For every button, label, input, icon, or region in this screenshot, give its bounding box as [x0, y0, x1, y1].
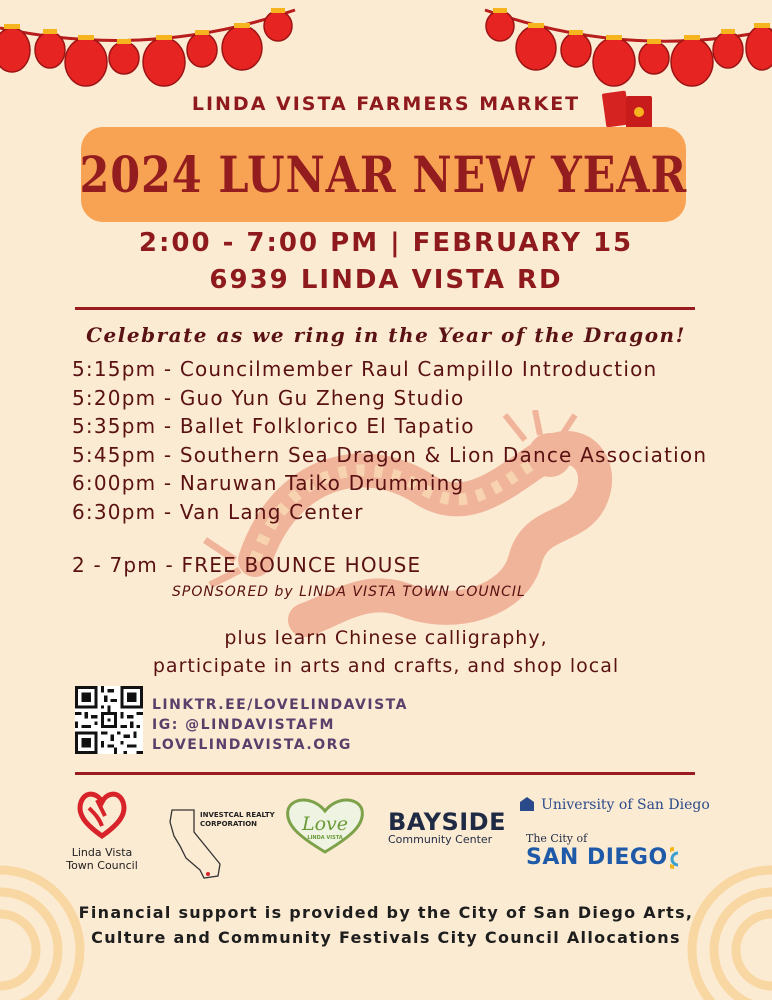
- heart-logo-icon: [75, 788, 129, 840]
- activity-line: plus learn Chinese calligraphy,: [224, 627, 548, 649]
- san-diego-text: SAN DIEGO: [526, 845, 668, 870]
- tagline: Celebrate as we ring in the Year of the Dragon!: [86, 323, 686, 347]
- logo-city-san-diego: [526, 832, 690, 870]
- investcal-name: INVESTCAL REALTY: [200, 811, 275, 819]
- san-diego-label: [526, 845, 690, 870]
- event-title: 2024 LUNAR NEW YEAR: [79, 145, 688, 204]
- bayside-sub: Community Center: [388, 833, 493, 846]
- schedule-item: 5:35pm - Ballet Folklorico El Tapatio: [72, 414, 475, 438]
- funding-line: Culture and Community Festivals City Council Allocations: [91, 928, 681, 947]
- logo-usd: [518, 794, 710, 813]
- schedule-item: 6:00pm - Naruwan Taiko Drumming: [72, 471, 465, 495]
- investcal-name-2: CORPORATION: [200, 820, 258, 828]
- logo-town-council: [62, 788, 142, 872]
- schedule-item: 5:15pm - Councilmember Raul Campillo Introduction: [72, 357, 658, 381]
- bayside-name: BAYSIDE: [388, 808, 506, 836]
- divider-top: [75, 307, 695, 310]
- town-council-name-2: Town Council: [66, 859, 138, 872]
- funding-line: Financial support is provided by the City of San Diego Arts,: [78, 903, 694, 922]
- links-list: [152, 695, 408, 755]
- market-name: LINDA VISTA FARMERS MARKET: [191, 93, 581, 115]
- divider-bottom: [75, 772, 695, 775]
- linktree-link[interactable]: LINKTR.EE/LOVELINDAVISTA: [152, 697, 408, 713]
- logo-investcal: [168, 808, 278, 880]
- activities-text: [0, 624, 772, 680]
- town-council-name: Linda Vista: [71, 846, 133, 859]
- schedule-list: [72, 355, 707, 526]
- schedule-item: 5:20pm - Guo Yun Gu Zheng Studio: [72, 385, 465, 410]
- sun-wave-icon: [670, 847, 690, 869]
- love-script: Love: [301, 813, 349, 835]
- instagram-handle[interactable]: IG: @LINDAVISTAFM: [152, 717, 335, 733]
- website-link[interactable]: LOVELINDAVISTA.ORG: [152, 737, 352, 753]
- title-banner: [81, 127, 686, 222]
- funding-statement: [0, 900, 772, 950]
- qr-code[interactable]: [75, 686, 143, 754]
- schedule-item: 6:30pm - Van Lang Center: [72, 499, 364, 524]
- love-sub: LINDA VISTA: [307, 835, 343, 841]
- usd-building-icon: [518, 794, 536, 812]
- logo-love-linda-vista: [282, 795, 368, 855]
- event-time: 2:00 - 7:00 PM | FEBRUARY 15: [138, 228, 634, 258]
- schedule-item: 5:45pm - Southern Sea Dragon & Lion Dance Association: [72, 442, 708, 467]
- event-address: 6939 LINDA VISTA RD: [209, 265, 563, 295]
- activity-line: participate in arts and crafts, and shop local: [152, 655, 620, 677]
- sponsor-line: SPONSORED by LINDA VISTA TOWN COUNCIL: [172, 584, 526, 600]
- logo-bayside: [388, 810, 506, 846]
- city-of-label: The City of: [526, 832, 588, 845]
- bounce-house-line: 2 - 7pm - FREE BOUNCE HOUSE: [72, 553, 422, 577]
- usd-name: University of San Diego: [541, 797, 710, 813]
